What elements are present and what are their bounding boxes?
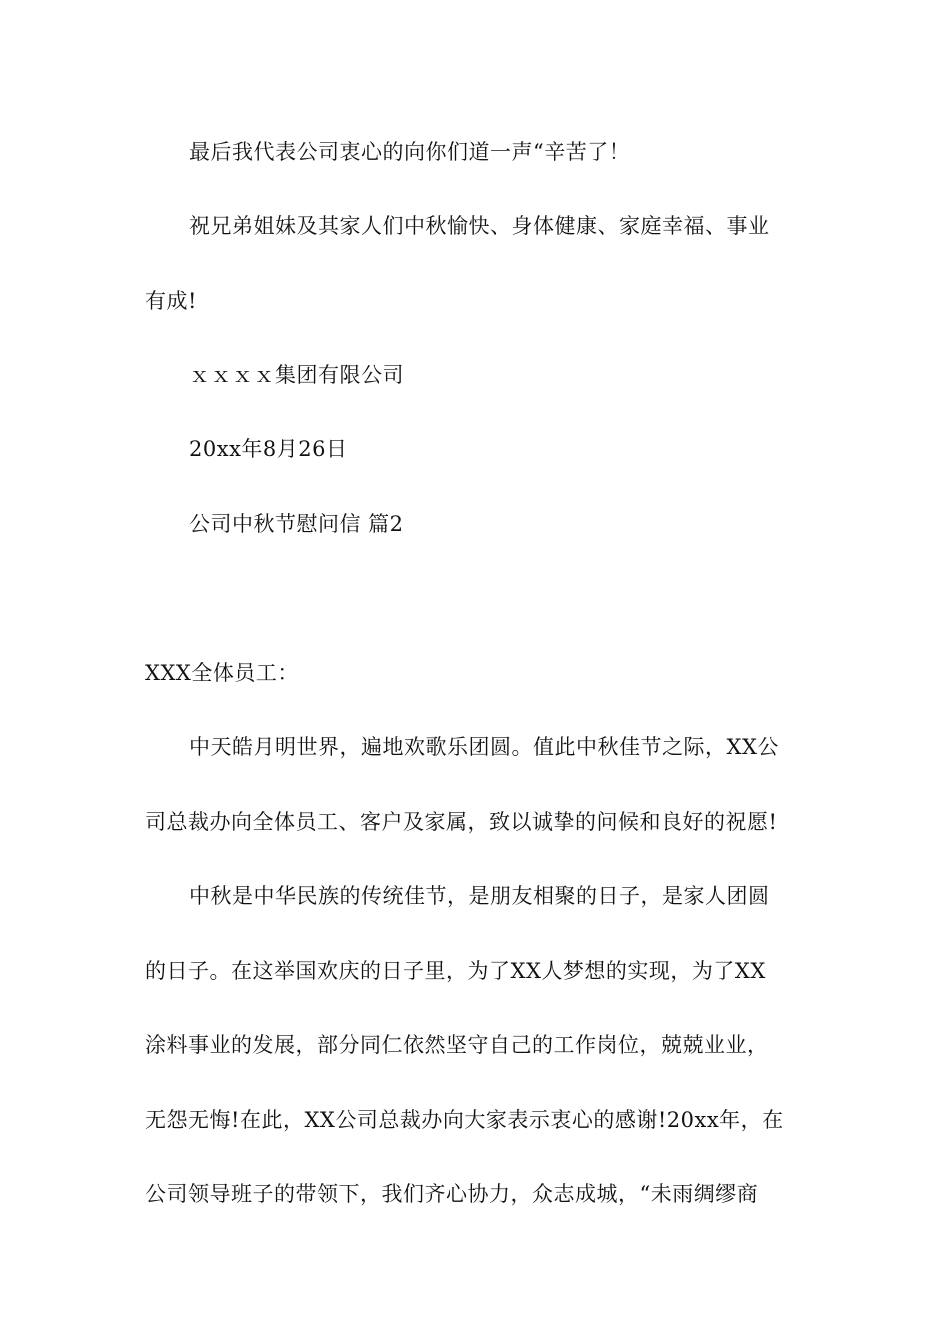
wishes-line-continued: 有成! <box>145 289 197 313</box>
section-heading: 公司中秋节慰问信 篇2 <box>189 512 404 536</box>
closing-thanks-line: 最后我代表公司衷心的向你们道一声“辛苦了！ <box>189 140 631 164</box>
signature-company: ｘｘｘｘ集团有限公司 <box>189 363 404 387</box>
paragraph-2-line-2: 的日子。在这举国欢庆的日子里，为了XX人梦想的实现，为了XX <box>145 959 766 983</box>
letter-salutation: XXX全体员工： <box>145 661 299 685</box>
wishes-line: 祝兄弟姐妹及其家人们中秋愉快、身体健康、家庭幸福、事业 <box>189 214 770 238</box>
paragraph-2-line-1: 中秋是中华民族的传统佳节，是朋友相聚的日子，是家人团圆 <box>189 884 770 908</box>
paragraph-2-line-5: 公司领导班子的带领下，我们齐心协力，众志成城，“未雨绸缪商 <box>145 1182 759 1206</box>
signature-date: 20xx年8月26日 <box>189 437 348 461</box>
paragraph-1-line-2: 司总裁办向全体员工、客户及家属，致以诚挚的问候和良好的祝愿! <box>145 810 778 834</box>
paragraph-2-line-4: 无怨无悔!在此，XX公司总裁办向大家表示衷心的感谢!20xx年，在 <box>145 1108 784 1132</box>
paragraph-2-line-3: 涂料事业的发展，部分同仁依然坚守自己的工作岗位，兢兢业业， <box>145 1033 769 1057</box>
paragraph-1-line-1: 中天皓月明世界，遍地欢歌乐团圆。值此中秋佳节之际，XX公 <box>189 735 779 759</box>
